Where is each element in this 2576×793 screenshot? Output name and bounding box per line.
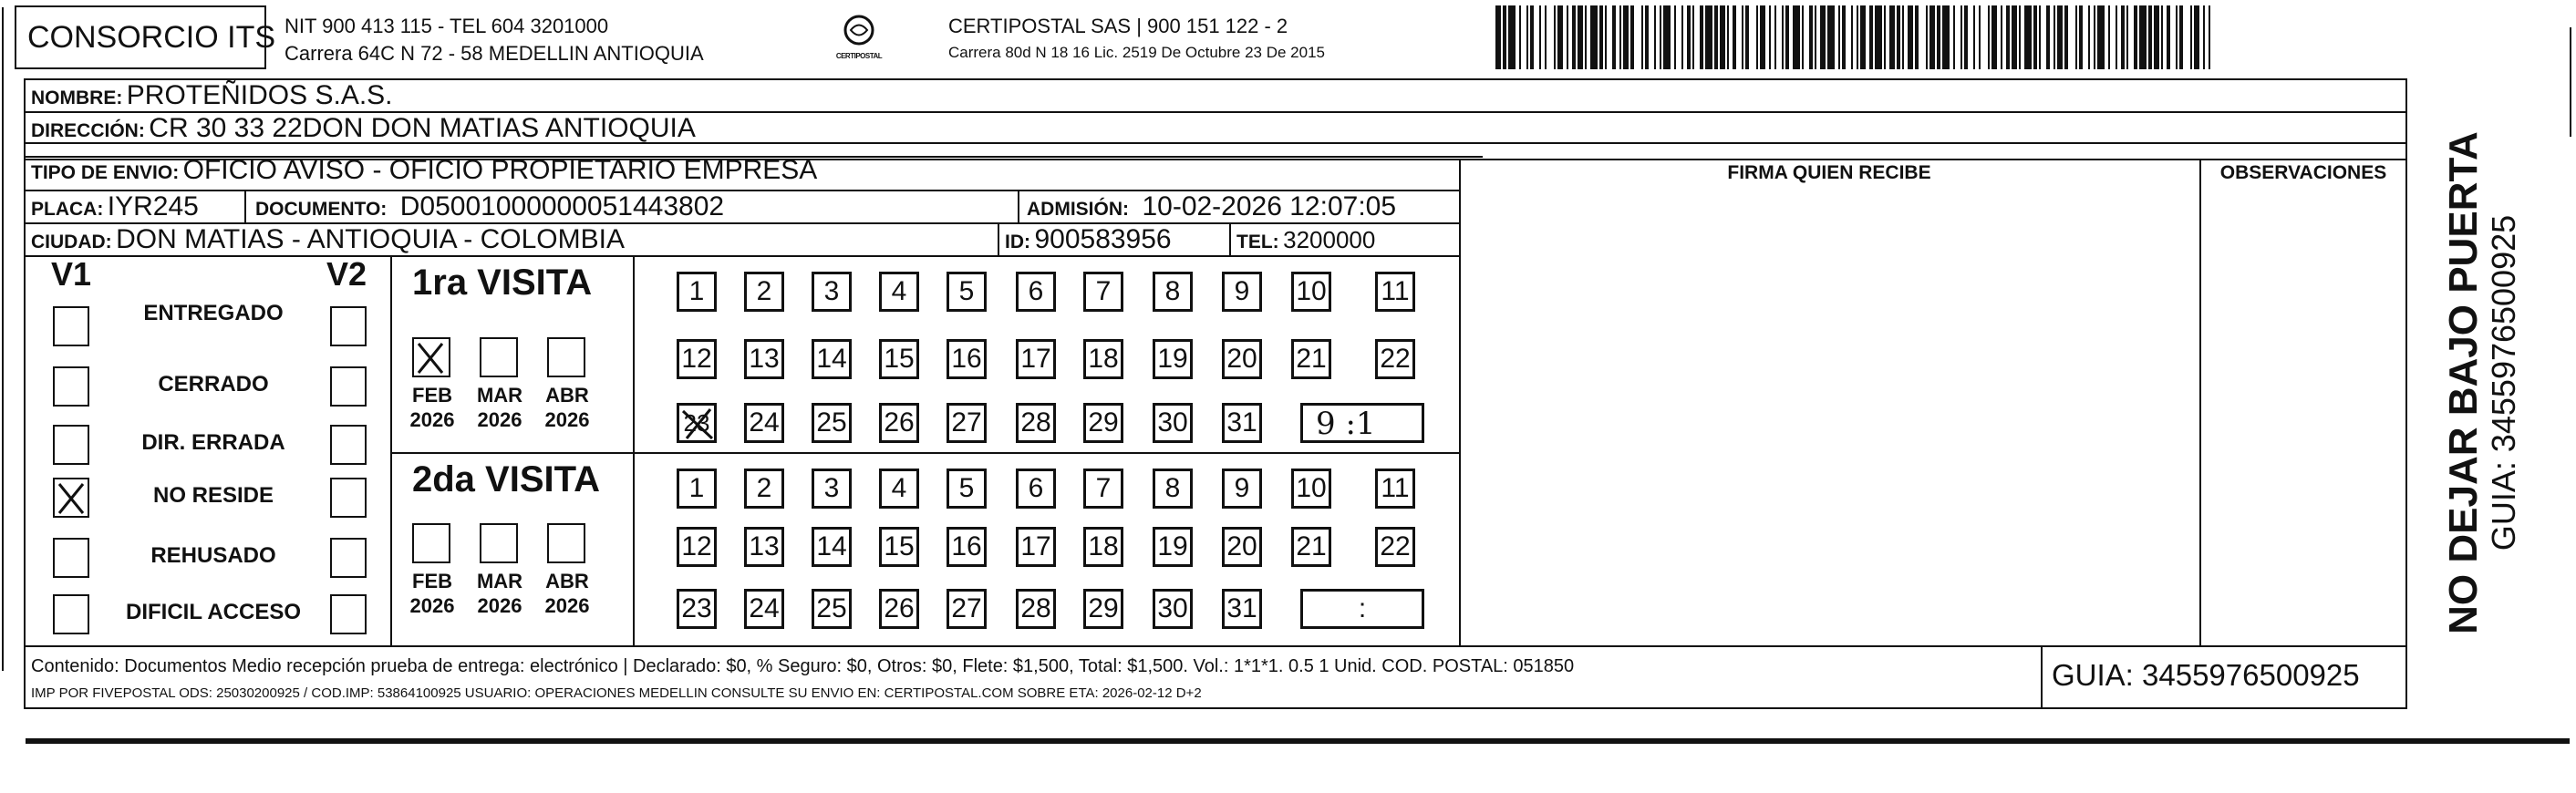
margin-line <box>2 7 4 671</box>
barcode-bar <box>1827 5 1835 69</box>
col-line <box>998 222 999 255</box>
barcode-bar <box>1973 5 1975 69</box>
barcode-bar <box>1654 5 1656 69</box>
right-edge-line <box>2570 27 2571 137</box>
day-box[interactable]: 11 <box>1375 272 1415 312</box>
barcode-bar <box>2094 5 2095 69</box>
visit2-time-box[interactable] <box>1300 589 1424 629</box>
barcode-bar <box>1495 5 1501 69</box>
status-label: DIR. ERRADA <box>141 430 285 455</box>
col-line <box>1229 222 1231 255</box>
barcode-bar <box>1745 5 1749 69</box>
day-box[interactable]: 29 <box>1083 403 1123 443</box>
company-name: CONSORCIO ITS <box>27 20 276 55</box>
barcode-bar <box>1539 5 1541 69</box>
nit-line: NIT 900 413 115 - TEL 604 3201000 <box>284 15 609 37</box>
barcode-bar <box>1760 5 1765 69</box>
id-value: 900583956 <box>1034 224 1172 254</box>
barcode-bar <box>1733 5 1736 69</box>
direccion-value: CR 30 33 22DON DON MATIAS ANTIOQUIA <box>149 113 696 143</box>
barcode-bar <box>1630 5 1634 69</box>
day-box[interactable]: 11 <box>1375 469 1415 509</box>
day-box[interactable]: 17 <box>1016 527 1056 567</box>
day-box[interactable]: 14 <box>812 527 852 567</box>
side-guia: GUIA: 3455976500925 <box>2485 214 2522 551</box>
tel-label: TEL: <box>1236 232 1279 252</box>
month-label <box>472 569 527 618</box>
month-checkbox[interactable] <box>480 523 518 563</box>
barcode-bar <box>1545 5 1547 69</box>
v1-checkbox[interactable] <box>53 306 89 346</box>
barcode-bar <box>1842 5 1846 69</box>
month-label <box>540 569 595 618</box>
day-box[interactable]: 5 <box>947 469 987 509</box>
month-name: ABR <box>545 384 589 407</box>
visit2-title: 2da VISITA <box>412 459 600 499</box>
col-line <box>2199 159 2201 645</box>
ciudad-row <box>31 224 625 255</box>
day-box[interactable]: 14 <box>812 339 852 379</box>
day-box[interactable]: 18 <box>1083 527 1123 567</box>
barcode-bar <box>1605 5 1607 69</box>
barcode-bar <box>1599 5 1603 69</box>
day-box[interactable]: 29 <box>1083 589 1123 629</box>
day-box[interactable]: 16 <box>947 527 987 567</box>
admision-row <box>1027 191 1396 222</box>
id-label: ID: <box>1005 232 1030 252</box>
day-box[interactable]: 30 <box>1153 589 1193 629</box>
nombre-row <box>31 80 393 111</box>
col-line <box>1459 159 1461 645</box>
status-label: REHUSADO <box>150 543 276 568</box>
day-box[interactable]: 26 <box>879 589 919 629</box>
barcode-bar <box>1860 5 1866 69</box>
barcode-bar <box>1590 5 1598 69</box>
barcode-bar <box>1619 5 1621 69</box>
barcode-bar <box>1929 5 1935 69</box>
nombre-label: NOMBRE: <box>31 88 123 108</box>
barcode-bar <box>1838 5 1840 69</box>
month-name: FEB <box>412 384 452 407</box>
tipo-label: TIPO DE ENVIO: <box>31 162 180 183</box>
status-label: NO RESIDE <box>152 483 274 508</box>
tel-value: 3200000 <box>1283 226 1376 253</box>
barcode-bar <box>1641 5 1643 69</box>
col-line <box>390 255 392 645</box>
month-checkbox[interactable] <box>547 523 585 563</box>
certipostal-logo <box>832 15 886 66</box>
month-year: 2026 <box>409 594 455 617</box>
barcode-bar <box>2161 5 2163 69</box>
v2-checkbox[interactable] <box>330 425 367 465</box>
barcode-bar <box>1937 5 1940 69</box>
day-box[interactable]: 12 <box>677 339 717 379</box>
barcode-bar <box>2054 5 2055 69</box>
cross-mark-icon <box>679 406 716 442</box>
carrier-line: CERTIPOSTAL SAS | 900 151 122 - 2 <box>948 15 1288 37</box>
month-year: 2026 <box>544 594 590 617</box>
day-box[interactable]: 2 <box>744 272 784 312</box>
carrier-address: Carrera 80d N 18 16 Lic. 2519 De Octubre 23 De 2015 <box>948 44 1325 61</box>
col-line <box>244 190 246 222</box>
barcode-bar <box>2075 5 2077 69</box>
barcode-bar <box>1964 5 1968 69</box>
barcode-bar <box>2154 5 2159 69</box>
day-box[interactable]: 13 <box>744 527 784 567</box>
barcode-bar <box>1884 5 1886 69</box>
barcode-bar <box>2024 5 2032 69</box>
day-box[interactable]: 24 <box>744 589 784 629</box>
day-box[interactable]: 21 <box>1291 527 1331 567</box>
barcode-bar <box>2167 5 2170 69</box>
day-box[interactable]: 22 <box>1375 527 1415 567</box>
month-year: 2026 <box>544 408 590 431</box>
day-box[interactable]: 4 <box>879 469 919 509</box>
barcode-bar <box>2079 5 2083 69</box>
v2-checkbox[interactable] <box>330 538 367 578</box>
v2-checkbox[interactable] <box>330 478 367 518</box>
id-row <box>1005 224 1172 255</box>
barcode-bar <box>1705 5 1712 69</box>
day-box[interactable]: 2 <box>744 469 784 509</box>
barcode-bar <box>2121 5 2125 69</box>
barcode-bar <box>1567 5 1568 69</box>
day-box[interactable]: 18 <box>1083 339 1123 379</box>
day-box[interactable]: 7 <box>1083 469 1123 509</box>
day-box[interactable]: 10 <box>1291 469 1331 509</box>
barcode-bar <box>1681 5 1683 69</box>
month-name: MAR <box>476 570 523 592</box>
day-box[interactable]: 8 <box>1153 272 1193 312</box>
month-label <box>472 383 527 432</box>
barcode-bar <box>1557 5 1563 69</box>
barcode-bar <box>2097 5 2105 69</box>
barcode-bar <box>1674 5 1676 69</box>
barcode-bar <box>2006 5 2010 69</box>
day-box[interactable]: 7 <box>1083 272 1123 312</box>
barcode-bar <box>1530 5 1534 69</box>
contenido-line: Contenido: Documentos Medio recepción prueba de entrega: electrónico | Declarado: $0, % Seguro: $0, Otros: $0, Flete: $1,500, Total: $1,500. Vol.: 1*1*1. 0.5 1 Unid. COD. POSTAL: 051850 <box>31 656 1575 676</box>
day-box[interactable]: 20 <box>1222 527 1262 567</box>
status-label: CERRADO <box>158 372 269 396</box>
day-box[interactable]: 6 <box>1016 469 1056 509</box>
day-box[interactable]: 5 <box>947 272 987 312</box>
day-box[interactable]: 13 <box>744 339 784 379</box>
visit1-time: 9 :1 <box>1316 406 1376 442</box>
barcode-bar <box>1508 5 1516 69</box>
v2-checkbox[interactable] <box>330 366 367 407</box>
v1-checkbox[interactable] <box>53 594 89 634</box>
no-dejar-bajo-puerta: NO DEJAR BAJO PUERTA <box>2441 131 2486 634</box>
barcode-bar <box>2108 5 2110 69</box>
barcode-bar <box>1908 5 1913 69</box>
barcode-bar <box>1942 5 1950 69</box>
logo-text: CERTIPOSTAL <box>835 52 883 60</box>
barcode-bar <box>1769 5 1771 69</box>
day-box[interactable]: 1 <box>677 469 717 509</box>
barcode-bar <box>2209 5 2210 69</box>
placa-value: IYR245 <box>107 191 199 221</box>
direccion-label: DIRECCIÓN: <box>31 120 145 141</box>
guia-box: GUIA: 3455976500925 <box>2052 658 2360 692</box>
ciudad-value: DON MATIAS - ANTIOQUIA - COLOMBIA <box>116 224 625 254</box>
v2-label: V2 <box>326 255 367 293</box>
day-box[interactable]: 9 <box>1222 469 1262 509</box>
status-label: DIFICIL ACCESO <box>125 600 301 624</box>
barcode-bar <box>1503 5 1506 69</box>
day-box[interactable]: 31 <box>1222 403 1262 443</box>
day-box[interactable]: 31 <box>1222 589 1262 629</box>
row-line <box>24 645 2407 647</box>
barcode-bar <box>2126 5 2128 69</box>
day-box[interactable]: 22 <box>1375 339 1415 379</box>
day-box[interactable]: 15 <box>879 339 919 379</box>
barcode-bar <box>2046 5 2050 69</box>
barcode-bar <box>2033 5 2037 69</box>
day-box[interactable]: 6 <box>1016 272 1056 312</box>
month-year: 2026 <box>477 408 522 431</box>
v1-checkbox[interactable] <box>53 478 89 518</box>
barcode-bar <box>2064 5 2068 69</box>
tipo-value: OFICIO AVISO - OFICIO PROPIETARIO EMPRESA <box>182 155 818 185</box>
col-line <box>2041 645 2043 709</box>
barcode-bar <box>1793 5 1800 69</box>
day-box[interactable]: 25 <box>812 403 852 443</box>
barcode-bar <box>2088 5 2090 69</box>
barcode-bar <box>1991 5 1997 69</box>
barcode-bar <box>1623 5 1629 69</box>
barcode-bar <box>2203 5 2205 69</box>
tel-row <box>1236 226 1375 254</box>
month-checkbox[interactable] <box>412 523 450 563</box>
barcode-bar <box>2039 5 2041 69</box>
day-box[interactable]: 9 <box>1222 272 1262 312</box>
day-box[interactable]: 24 <box>744 403 784 443</box>
imp-line: IMP POR FIVEPOSTAL ODS: 25030200925 / COD.IMP: 53864100925 USUARIO: OPERACIONES MEDELLIN CONSULTE SU ENVIO EN: CERTIPOSTAL.COM SOBRE ETA: 2026-02-12 D+2 <box>31 685 1202 701</box>
visit1-time-box[interactable] <box>1300 403 1424 443</box>
month-year: 2026 <box>477 594 522 617</box>
barcode-bar <box>1857 5 1858 69</box>
documento-row <box>255 191 724 222</box>
barcode-bar <box>1926 5 1928 69</box>
barcode-bar <box>2116 5 2117 69</box>
day-box[interactable]: 19 <box>1153 527 1193 567</box>
day-box[interactable]: 1 <box>677 272 717 312</box>
status-label: ENTREGADO <box>143 301 284 325</box>
v2-checkbox[interactable] <box>330 306 367 346</box>
bottom-rule <box>26 738 2570 744</box>
barcode-bar <box>1889 5 1895 69</box>
tipo-row <box>31 155 817 186</box>
month-name: FEB <box>412 570 452 592</box>
day-box[interactable]: 12 <box>677 527 717 567</box>
barcode-bar <box>1756 5 1758 69</box>
admision-label: ADMISIÓN: <box>1027 199 1129 220</box>
day-box[interactable]: 28 <box>1016 589 1056 629</box>
barcode-bar <box>2190 5 2192 69</box>
month-checkbox[interactable] <box>480 337 518 377</box>
barcode-bar <box>1988 5 1990 69</box>
side-text <box>2442 100 2522 665</box>
barcode-bar <box>1851 5 1853 69</box>
day-box[interactable]: 23 <box>677 589 717 629</box>
barcode-bar <box>1774 5 1776 69</box>
day-box[interactable]: 10 <box>1291 272 1331 312</box>
barcode-bar <box>1809 5 1813 69</box>
barcode-bar <box>1802 5 1804 69</box>
observaciones-label: OBSERVACIONES <box>2219 162 2387 183</box>
x-mark-icon <box>55 479 88 516</box>
barcode-bar <box>2134 5 2137 69</box>
day-box[interactable] <box>677 403 717 443</box>
day-box[interactable]: 30 <box>1153 403 1193 443</box>
day-box[interactable]: 3 <box>812 469 852 509</box>
barcode-bar <box>1663 5 1671 69</box>
barcode-bar <box>1578 5 1583 69</box>
documento-label: DOCUMENTO: <box>255 199 388 220</box>
barcode-bar <box>1692 5 1694 69</box>
firma-label: FIRMA QUIEN RECIBE <box>1727 162 1931 183</box>
documento-value: D05001000000051443802 <box>399 191 725 221</box>
barcode-bar <box>1782 5 1784 69</box>
visit2-time: : <box>1358 593 1367 623</box>
barcode <box>1495 5 2216 69</box>
barcode-bar <box>1727 5 1729 69</box>
day-box[interactable]: 16 <box>947 339 987 379</box>
nombre-value: PROTEÑIDOS S.A.S. <box>126 80 393 110</box>
barcode-bar <box>1700 5 1703 69</box>
day-box[interactable]: 15 <box>879 527 919 567</box>
month-name: MAR <box>476 384 523 407</box>
barcode-bar <box>1979 5 1981 69</box>
day-box[interactable]: 27 <box>947 403 987 443</box>
day-box[interactable]: 27 <box>947 589 987 629</box>
day-box[interactable]: 8 <box>1153 469 1193 509</box>
barcode-bar <box>2179 5 2183 69</box>
month-label <box>405 569 460 618</box>
month-label <box>405 383 460 432</box>
v1-checkbox[interactable] <box>53 366 89 407</box>
barcode-bar <box>1714 5 1718 69</box>
month-checkbox[interactable] <box>412 337 450 377</box>
day-box[interactable]: 26 <box>879 403 919 443</box>
month-checkbox[interactable] <box>547 337 585 377</box>
barcode-bar <box>2019 5 2021 69</box>
v1-label: V1 <box>51 255 92 293</box>
barcode-bar <box>1720 5 1725 69</box>
barcode-bar <box>1820 5 1826 69</box>
day-box[interactable]: 20 <box>1222 339 1262 379</box>
barcode-bar <box>1585 5 1587 69</box>
v1-checkbox[interactable] <box>53 425 89 465</box>
month-label <box>540 383 595 432</box>
v2-checkbox[interactable] <box>330 594 367 634</box>
placa-row <box>31 191 199 222</box>
barcode-bar <box>1645 5 1649 69</box>
barcode-bar <box>1519 5 1521 69</box>
placa-label: PLACA: <box>31 199 104 220</box>
barcode-bar <box>1915 5 1919 69</box>
barcode-bar <box>1953 5 1955 69</box>
barcode-bar <box>1902 5 1904 69</box>
v1-checkbox[interactable] <box>53 538 89 578</box>
row-line <box>24 255 1459 257</box>
day-box[interactable]: 19 <box>1153 339 1193 379</box>
barcode-bar <box>1572 5 1576 69</box>
col-line <box>1018 190 1019 222</box>
barcode-bar <box>2001 5 2002 69</box>
barcode-bar <box>1526 5 1528 69</box>
barcode-bar <box>1785 5 1789 69</box>
barcode-bar <box>2148 5 2152 69</box>
col-line <box>633 255 635 645</box>
barcode-bar <box>2012 5 2017 69</box>
barcode-bar <box>1612 5 1616 69</box>
x-mark-icon <box>414 339 447 376</box>
day-number: 23 <box>683 409 710 437</box>
barcode-bar <box>2057 5 2063 69</box>
day-box[interactable]: 28 <box>1016 403 1056 443</box>
day-box[interactable]: 4 <box>879 272 919 312</box>
barcode-bar <box>1554 5 1556 69</box>
row-line <box>390 452 1459 454</box>
barcode-bar <box>2176 5 2178 69</box>
day-box[interactable]: 17 <box>1016 339 1056 379</box>
direccion-row <box>31 113 696 144</box>
visit1-title: 1ra VISITA <box>412 263 593 303</box>
barcode-bar <box>2194 5 2199 69</box>
barcode-bar <box>1660 5 1661 69</box>
day-box[interactable]: 21 <box>1291 339 1331 379</box>
barcode-bar <box>1960 5 1962 69</box>
barcode-bar <box>1869 5 1873 69</box>
day-box[interactable]: 25 <box>812 589 852 629</box>
day-box[interactable]: 3 <box>812 272 852 312</box>
month-year: 2026 <box>409 408 455 431</box>
company-address: Carrera 64C N 72 - 58 MEDELLIN ANTIOQUIA <box>284 42 704 65</box>
barcode-bar <box>1875 5 1882 69</box>
barcode-bar <box>1742 5 1743 69</box>
month-name: ABR <box>545 570 589 592</box>
barcode-bar <box>1897 5 1900 69</box>
admision-value: 10-02-2026 12:07:05 <box>1142 191 1397 221</box>
ciudad-label: CIUDAD: <box>31 232 112 252</box>
barcode-bar <box>2139 5 2147 69</box>
barcode-bar <box>1687 5 1691 69</box>
barcode-bar <box>1815 5 1816 69</box>
